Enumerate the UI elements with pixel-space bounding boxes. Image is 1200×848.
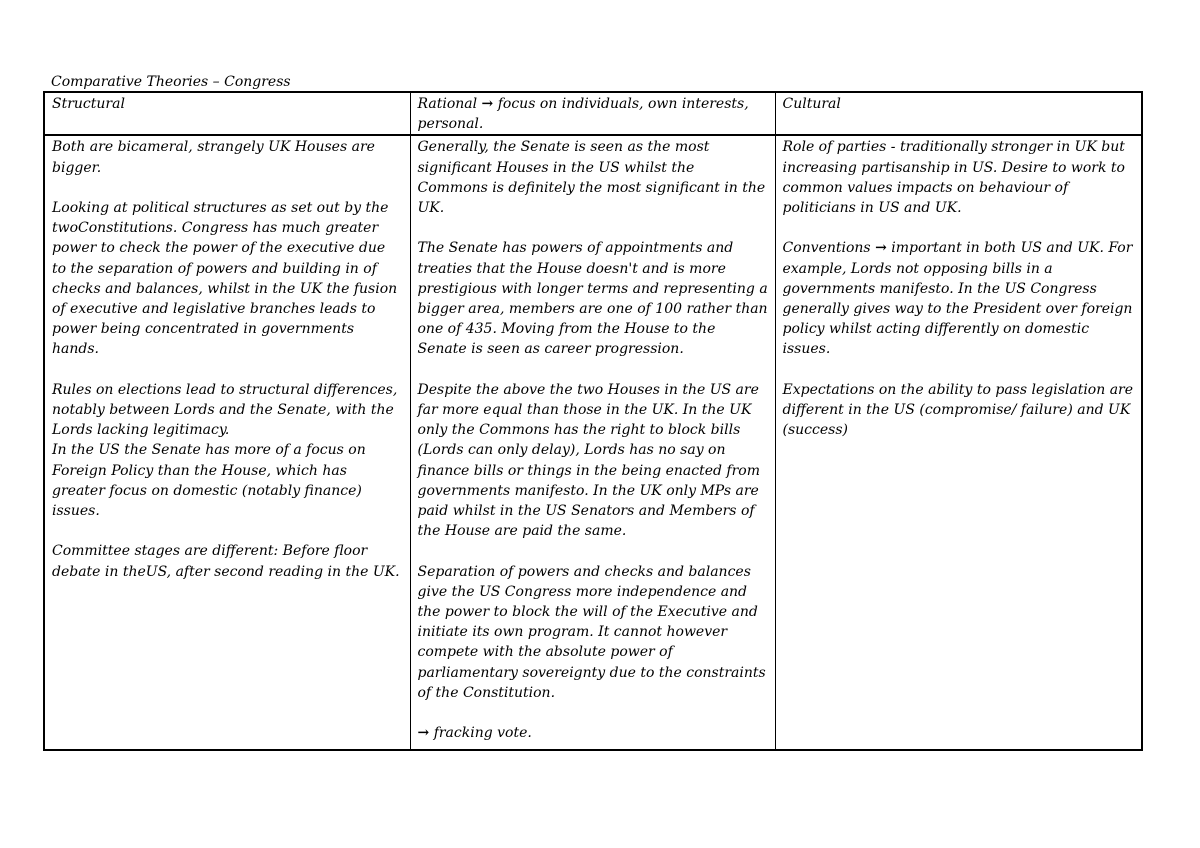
rational-paragraph: Despite the above the two Houses in the US are far more equal than those in the UK. In the UK only the Commons has the right to block bills (Lords can only delay), Lords has no say on finance bills or things in the being enacted from governments manifesto. In the UK only MPs are paid whilst in the US Senators and Members of the House are paid the same. [417, 381, 760, 540]
header-rational-description: focus on individuals, own interests, personal. [417, 96, 749, 133]
cultural-cell [775, 135, 1142, 750]
rational-final-text: fracking vote. [433, 725, 532, 742]
right-arrow-icon: → [875, 240, 887, 257]
structural-paragraph: Committee stages are different: Before floor debate in theUS, after second reading in the UK. [52, 543, 400, 580]
header-rational-label: Rational [417, 96, 478, 112]
structural-paragraph: Both are bicameral, strangely UK Houses are bigger. [52, 139, 375, 176]
cultural-paragraph [783, 238, 1136, 359]
structural-cell [44, 135, 410, 750]
right-arrow-icon: → [481, 96, 494, 112]
header-structural: Structural [44, 92, 410, 135]
comparative-theories-table [43, 91, 1143, 751]
rational-final-note [418, 723, 769, 743]
rational-paragraph: Separation of powers and checks and balances give the US Congress more independence and the power to block the will of the Executive and initiate its own program. It cannot however compete with the absolute power of parliamentary sovereignty due to the constraints of the Constitution. [417, 563, 766, 701]
cultural-conventions-label: Conventions [782, 240, 871, 257]
cultural-paragraph: Expectations on the ability to pass legislation are different in the US (compromise/ failure) and UK (success) [782, 381, 1134, 439]
cultural-conventions-text: important in both US and UK. For example, Lords not opposing bills in a governments manifesto. In the US Congress generally gives way to the President over foreign policy whilst acting differently on domestic issues. [782, 240, 1133, 358]
table-header-row [44, 92, 1142, 135]
header-rational [410, 92, 775, 135]
structural-paragraph: Rules on elections lead to structural differences, notably between Lords and the Senate, with the Lords lacking legitimacy. In the US the Senate has more of a focus on Foreign Policy than the House, which has greater focus on domestic (notably finance) issues. [52, 381, 398, 520]
rational-paragraph: Generally, the Senate is seen as the most significant Houses in the US whilst the Commons is definitely the most significant in the UK. [417, 139, 766, 217]
cultural-paragraph: Role of parties - traditionally stronger in UK but increasing partisanship in US. Desire to work to common values impacts on behaviour of politicians in US and UK. [782, 139, 1125, 217]
header-cultural: Cultural [775, 92, 1142, 135]
rational-paragraph: The Senate has powers of appointments and treaties that the House doesn't and is more prestigious with longer terms and representing a bigger area, members are one of 100 rather than one of 435. Moving from the House to the Senate is seen as career progression. [417, 240, 768, 358]
right-arrow-icon: → [417, 725, 430, 742]
page-title: Comparative Theories – Congress [51, 74, 291, 90]
rational-cell [410, 135, 775, 750]
table-body-row [44, 135, 1142, 750]
structural-paragraph: Looking at political structures as set out by the twoConstitutions. Congress has much greater power to check the power of the executive due to the separation of powers and building in of checks and balances, whilst in the UK the fusion of executive and legislative branches leads to power being concentrated in governments hands. [52, 200, 398, 358]
